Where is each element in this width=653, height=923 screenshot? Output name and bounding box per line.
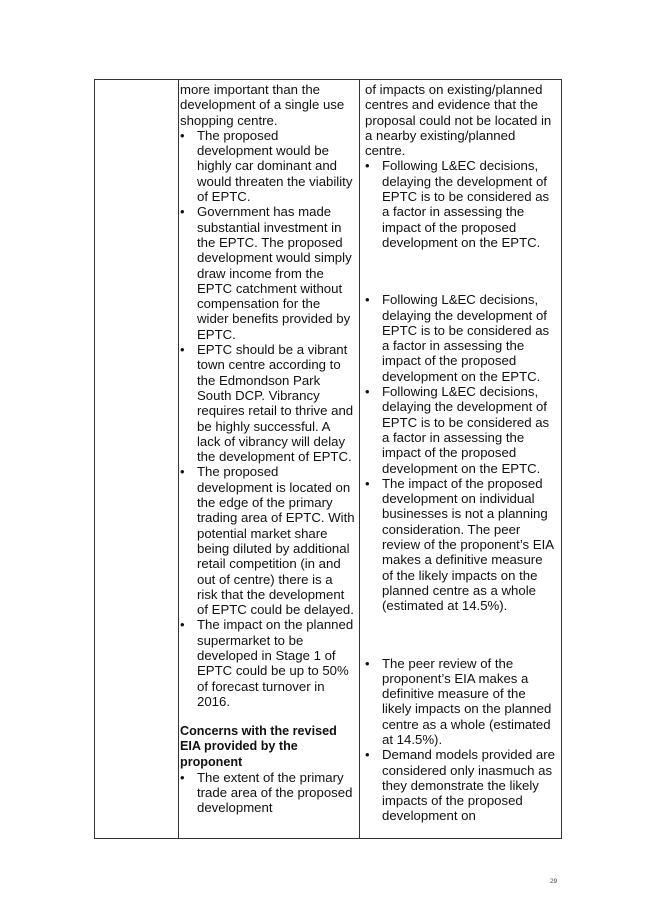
bullet-icon: • bbox=[365, 655, 370, 671]
comments-table bbox=[94, 79, 562, 839]
section-heading: Concerns with the revised EIA provided by the proponent bbox=[180, 724, 337, 769]
bullet-icon: • bbox=[180, 204, 185, 220]
bullet-icon: • bbox=[365, 292, 370, 308]
list-item: • The impact on the planned supermarket to be developed in Stage 1 of EPTC could be up to 50% of forecast turnover in 2016. bbox=[180, 617, 354, 709]
bullet-icon: • bbox=[365, 747, 370, 763]
bullet-icon: • bbox=[180, 617, 185, 633]
bullet-icon: • bbox=[365, 384, 370, 400]
continued-text: more important than the development of a single use shopping centre. bbox=[180, 82, 345, 128]
list-item: • Government has made substantial investment in the EPTC. The proposed development would simply draw income from the EPTC catchment without compensation for the wider benefits provided by EPTC. bbox=[180, 204, 352, 342]
concerns-column bbox=[180, 82, 355, 816]
list-item: • Following L&EC decisions, delaying the development of EPTC is to be considered as a factor in assessing the impact of the proposed development on the EPTC. bbox=[365, 292, 550, 384]
continued-text: of impacts on existing/planned centres and evidence that the proposal could not be located in a nearby existing/planned centre. bbox=[365, 82, 552, 159]
page-number: 29 bbox=[550, 878, 558, 885]
response-list-3 bbox=[365, 656, 555, 824]
column-divider-right bbox=[359, 80, 360, 838]
column-divider-left bbox=[178, 80, 179, 838]
response-list-1 bbox=[365, 158, 555, 250]
list-item: • The extent of the primary trade area of the proposed development bbox=[180, 769, 353, 816]
response-list-2 bbox=[365, 292, 555, 613]
list-item: • The proposed development would be highly car dominant and would threaten the viability of EPTC. bbox=[180, 127, 353, 205]
list-item: • Demand models provided are considered only inasmuch as they demonstrate the likely impacts of the proposed development on bbox=[365, 747, 555, 824]
bullet-icon: • bbox=[365, 158, 370, 174]
bullet-icon: • bbox=[180, 769, 185, 785]
bullet-icon: • bbox=[180, 464, 185, 480]
list-item: • The peer review of the proponent’s EIA makes a definitive measure of the likely impacts on the planned centre as a whole (estimated at 14.5%). bbox=[365, 655, 552, 747]
concerns-list bbox=[180, 128, 355, 709]
list-item: • EPTC should be a vibrant town centre according to the Edmondson Park South DCP. Vibrancy requires retail to thrive and be highly successful. A lack of vibrancy will delay the development of EPTC. bbox=[180, 342, 354, 465]
eia-concerns-list bbox=[180, 770, 355, 816]
list-item: • Following L&EC decisions, delaying the development of EPTC is to be considered as a factor in assessing the impact of the proposed development on the EPTC. bbox=[365, 384, 550, 476]
bullet-icon: • bbox=[365, 475, 370, 491]
response-column bbox=[365, 82, 555, 824]
list-item: • The proposed development is located on the edge of the primary trading area of EPTC. With potential market share being diluted by additional retail competition (in and out of centre) there is a risk that the development of EPTC could be delayed. bbox=[180, 464, 355, 618]
bullet-icon: • bbox=[180, 127, 185, 143]
list-item: • The impact of the proposed development on individual businesses is not a planning consideration. The peer review of the proponent’s EIA makes a definitive measure of the likely impacts on the planned centre as a whole (estimated at 14.5%). bbox=[365, 475, 554, 614]
bullet-icon: • bbox=[180, 342, 185, 358]
list-item: • Following L&EC decisions, delaying the development of EPTC is to be considered as a factor in assessing the impact of the proposed development on the EPTC. bbox=[365, 158, 550, 250]
